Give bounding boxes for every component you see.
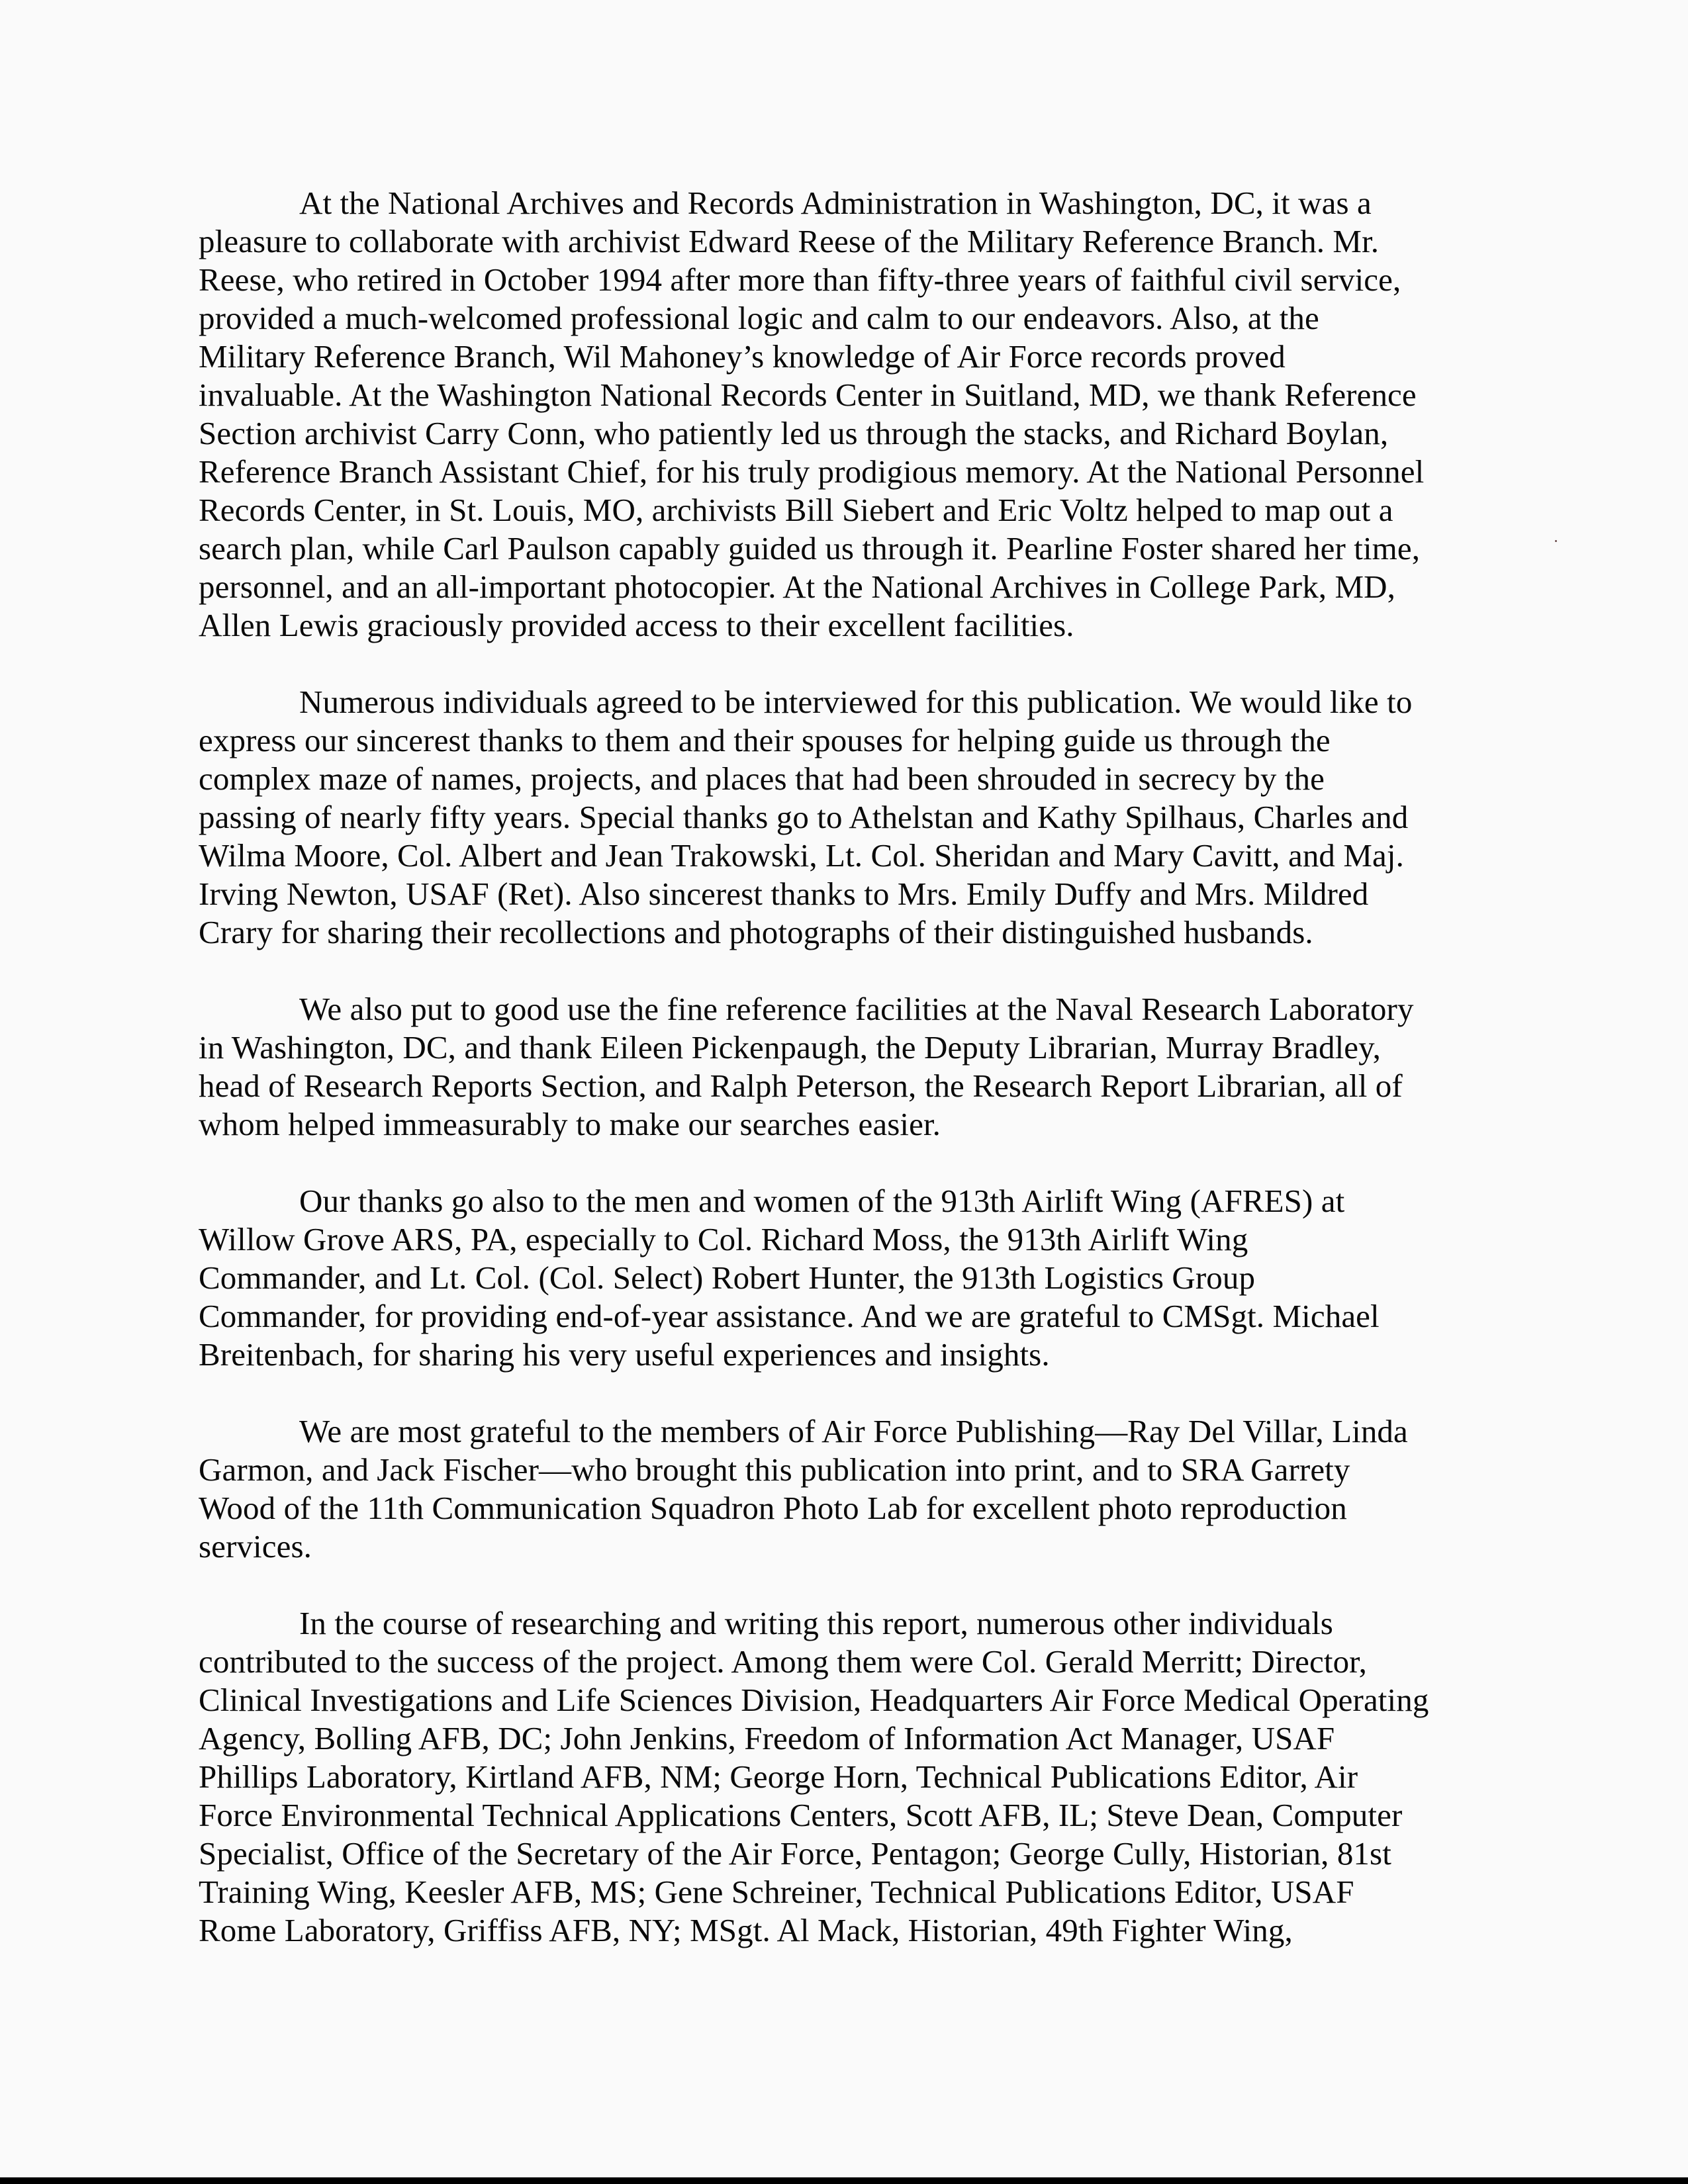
scan-speck xyxy=(1555,540,1557,542)
text-line: Agency, Bolling AFB, DC; John Jenkins, Freedom of Information Act Manager, USAF xyxy=(199,1720,1335,1756)
text-line: Clinical Investigations and Life Sciences Division, Headquarters Air Force Medical Operating xyxy=(199,1682,1429,1718)
text-line: Reese, who retired in October 1994 after more than fifty-three years of faithful civil service, xyxy=(199,261,1401,298)
paragraph-national-archives xyxy=(199,184,1523,645)
text-line: Garmon, and Jack Fischer—who brought this publication into print, and to SRA Garrety xyxy=(199,1451,1350,1488)
text-line: Crary for sharing their recollections and photographs of their distinguished husbands. xyxy=(199,914,1313,950)
text-line: Force Environmental Technical Applications Centers, Scott AFB, IL; Steve Dean, Computer xyxy=(199,1797,1403,1833)
text-line: Our thanks go also to the men and women of the 913th Airlift Wing (AFRES) at xyxy=(299,1183,1345,1219)
text-line: express our sincerest thanks to them and their spouses for helping guide us through the xyxy=(199,722,1331,758)
text-line: Section archivist Carry Conn, who patiently led us through the stacks, and Richard Boylan, xyxy=(199,415,1389,451)
text-line: Allen Lewis graciously provided access to their excellent facilities. xyxy=(199,607,1074,643)
text-line: pleasure to collaborate with archivist Edward Reese of the Military Reference Branch. Mr. xyxy=(199,223,1380,259)
text-line: services. xyxy=(199,1528,312,1565)
text-line: We are most grateful to the members of Air Force Publishing—Ray Del Villar, Linda xyxy=(299,1413,1408,1449)
text-line: complex maze of names, projects, and places that had been shrouded in secrecy by the xyxy=(199,760,1325,797)
text-line: contributed to the success of the project. Among them were Col. Gerald Merritt; Director, xyxy=(199,1643,1367,1680)
text-line: Rome Laboratory, Griffiss AFB, NY; MSgt. Al Mack, Historian, 49th Fighter Wing, xyxy=(199,1912,1293,1948)
paragraph-other-contributors xyxy=(199,1604,1523,1950)
text-line: In the course of researching and writing this report, numerous other individuals xyxy=(299,1605,1333,1641)
scan-bottom-edge xyxy=(0,2177,1688,2184)
text-line: Reference Branch Assistant Chief, for his truly prodigious memory. At the National Personnel xyxy=(199,453,1425,490)
text-line: personnel, and an all-important photocopier. At the National Archives in College Park, MD, xyxy=(199,569,1396,605)
paragraph-air-force-publishing xyxy=(199,1412,1523,1566)
text-line: whom helped immeasurably to make our searches easier. xyxy=(199,1106,941,1142)
text-line: At the National Archives and Records Administration in Washington, DC, it was a xyxy=(299,185,1372,221)
text-line: Wood of the 11th Communication Squadron Photo Lab for excellent photo reproduction xyxy=(199,1490,1347,1526)
text-line: Numerous individuals agreed to be interviewed for this publication. We would like to xyxy=(299,684,1413,720)
text-line: in Washington, DC, and thank Eileen Pickenpaugh, the Deputy Librarian, Murray Bradley, xyxy=(199,1029,1381,1066)
text-line: Military Reference Branch, Wil Mahoney’s knowledge of Air Force records proved xyxy=(199,338,1286,375)
text-line: passing of nearly fifty years. Special thanks go to Athelstan and Kathy Spilhaus, Charles and xyxy=(199,799,1409,835)
text-line: Irving Newton, USAF (Ret). Also sincerest thanks to Mrs. Emily Duffy and Mrs. Mildred xyxy=(199,876,1369,912)
text-line: invaluable. At the Washington National Records Center in Suitland, MD, we thank Reference xyxy=(199,377,1417,413)
text-line: Breitenbach, for sharing his very useful experiences and insights. xyxy=(199,1336,1050,1373)
paragraph-airlift-wing xyxy=(199,1182,1523,1374)
text-line: head of Research Reports Section, and Ralph Peterson, the Research Report Librarian, all of xyxy=(199,1068,1403,1104)
text-line: Willow Grove ARS, PA, especially to Col. Richard Moss, the 913th Airlift Wing xyxy=(199,1221,1248,1257)
text-line: Records Center, in St. Louis, MO, archivists Bill Siebert and Eric Voltz helped to map out a xyxy=(199,492,1393,528)
text-line: Commander, for providing end-of-year assistance. And we are grateful to CMSgt. Michael xyxy=(199,1298,1380,1334)
paragraph-interviewees xyxy=(199,683,1523,952)
text-line: Phillips Laboratory, Kirtland AFB, NM; George Horn, Technical Publications Editor, Air xyxy=(199,1758,1358,1795)
text-line: Specialist, Office of the Secretary of the Air Force, Pentagon; George Cully, Historian, 81st xyxy=(199,1835,1391,1872)
text-line: Commander, and Lt. Col. (Col. Select) Robert Hunter, the 913th Logistics Group xyxy=(199,1259,1256,1296)
text-line: We also put to good use the fine reference facilities at the Naval Research Laboratory xyxy=(299,991,1414,1027)
text-line: provided a much-welcomed professional logic and calm to our endeavors. Also, at the xyxy=(199,300,1319,336)
text-line: search plan, while Carl Paulson capably guided us through it. Pearline Foster shared her time, xyxy=(199,530,1421,567)
text-line: Training Wing, Keesler AFB, MS; Gene Schreiner, Technical Publications Editor, USAF xyxy=(199,1874,1354,1910)
text-line: Wilma Moore, Col. Albert and Jean Trakowski, Lt. Col. Sheridan and Mary Cavitt, and Maj. xyxy=(199,837,1404,874)
document-body xyxy=(199,184,1523,1988)
paragraph-naval-research-lab xyxy=(199,990,1523,1144)
